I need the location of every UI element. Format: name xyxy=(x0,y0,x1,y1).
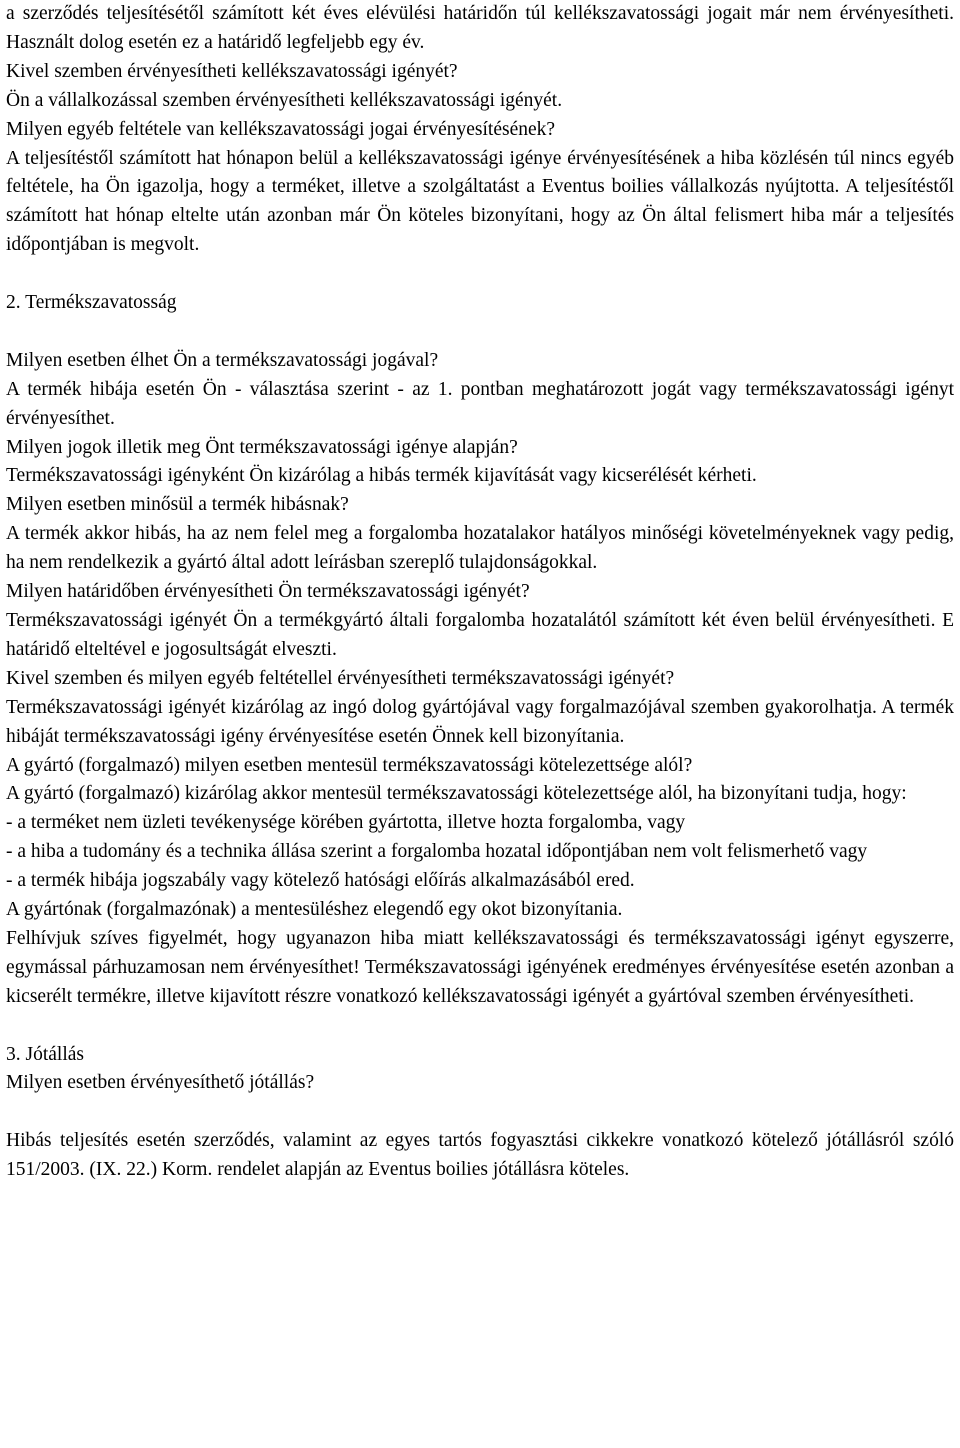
answer-product-warranty-when: A termék hibája esetén Ön - választása szerint - az 1. pontban meghatározott jogát vagy termékszavatossági igényt érvényesíthet. xyxy=(6,378,954,429)
section-gap xyxy=(6,1012,954,1041)
section-heading-guarantee: 3. Jótállás xyxy=(6,1043,84,1065)
answer-product-warranty-rights: Termékszavatossági igényként Ön kizárólag a hibás termék kijavítását vagy kicserélését kérheti. xyxy=(6,465,757,487)
exemption-item-1: - a terméket nem üzleti tevékenysége körében gyártotta, illetve hozta forgalomba, vagy xyxy=(6,812,686,834)
question-product-warranty-when: Milyen esetben élhet Ön a termékszavatossági jogával? xyxy=(6,349,439,371)
answer-product-warranty-deadline: Termékszavatossági igényét Ön a termékgyártó általi forgalomba hozatalától számított két éven belül érvényesítheti. E határidő elteltével e jogosultságát elveszti. xyxy=(6,610,954,660)
document-page xyxy=(6,0,954,1185)
exemption-item-3: - a termék hibája jogszabály vagy kötelező hatósági előírás alkalmazásából ered. xyxy=(6,870,635,892)
question-warranty-against-whom: Kivel szemben érvényesítheti kellékszavatossági igényét? xyxy=(6,60,458,82)
section-gap xyxy=(6,260,954,289)
answer-manufacturer-exemption: A gyártó (forgalmazó) kizárólag akkor mentesül termékszavatossági kötelezettsége alól, ha bizonyítani tudja, hogy: xyxy=(6,783,907,805)
exemption-item-2: - a hiba a tudomány és a technika állása szerint a forgalomba hozatal időpontjában nem volt felismerhető vagy xyxy=(6,841,868,863)
answer-guarantee-when: Hibás teljesítés esetén szerződés, valamint az egyes tartós fogyasztási cikkekre vonatkozó kötelező jótállásról szóló 151/2003. (IX. 22.) Korm. rendelet alapján az Eventus boilies jótállásra köteles. xyxy=(6,1130,954,1181)
answer-warranty-against-whom: Ön a vállalkozással szemben érvényesítheti kellékszavatossági igényét. xyxy=(6,89,563,111)
section-gap xyxy=(6,1098,954,1127)
question-product-warranty-deadline: Milyen határidőben érvényesítheti Ön termékszavatossági igényét? xyxy=(6,581,530,603)
answer-product-warranty-against-whom: Termékszavatossági igényét kizárólag az ingó dolog gyártójával vagy forgalmazójával szemben gyakorolhatja. A termék hibáját termékszavatossági igény érvényesítése esetén Önnek kell bizonyítania. xyxy=(6,696,954,747)
answer-warranty-conditions: A teljesítéstől számított hat hónapon belül a kellékszavatossági igénye érvényesítésének a hiba közlésén túl nincs egyéb feltétele, ha Ön igazolja, hogy a terméket, illetve a szolgáltatást a Eventus boilies vállalkozás nyújtotta. A teljesítéstől számított hat hónap eltelte után azonban már Ön köteles bizonyítani, hogy az Ön által felismert hiba már a teljesítés időpontjában is megvolt. xyxy=(6,147,954,256)
question-manufacturer-exemption: A gyártó (forgalmazó) milyen esetben mentesül termékszavatossági kötelezettsége alól? xyxy=(6,754,693,776)
paragraph-warranty-deadline: a szerződés teljesítésétől számított két éves elévülési határidőn túl kellékszavatossági jogait már nem érvényesítheti. Használt dolog esetén ez a határidő legfeljebb egy év. xyxy=(6,3,954,53)
exemption-one-reason: A gyártónak (forgalmazónak) a mentesüléshez elegendő egy okot bizonyítania. xyxy=(6,899,623,921)
question-guarantee-when: Milyen esetben érvényesíthető jótállás? xyxy=(6,1072,315,1094)
section-heading-product-warranty: 2. Termékszavatosság xyxy=(6,292,177,314)
question-product-warranty-against-whom: Kivel szemben és milyen egyéb feltétellel érvényesítheti termékszavatossági igényét? xyxy=(6,667,675,689)
notice-parallel-claims: Felhívjuk szíves figyelmét, hogy ugyanazon hiba miatt kellékszavatossági és termékszavatossági igényt egyszerre, egymással párhuzamosan nem érvényesíthet! Termékszavatossági igényének eredményes érvényesítése esetén azonban a kicserélt termékre, illetve kijavított részre vonatkozó kellékszavatossági igényét a gyártóval szemben érvényesítheti. xyxy=(6,927,954,1007)
question-product-defective: Milyen esetben minősül a termék hibásnak? xyxy=(6,494,349,516)
section-gap xyxy=(6,318,954,347)
answer-product-defective: A termék akkor hibás, ha az nem felel meg a forgalomba hozatalakor hatályos minőségi követelményeknek vagy pedig, ha nem rendelkezik a gyártó által adott leírásban szereplő tulajdonságokkal. xyxy=(6,523,954,574)
question-product-warranty-rights: Milyen jogok illetik meg Önt termékszavatossági igénye alapján? xyxy=(6,436,518,458)
question-warranty-conditions: Milyen egyéb feltétele van kellékszavatossági jogai érvényesítésének? xyxy=(6,118,556,140)
